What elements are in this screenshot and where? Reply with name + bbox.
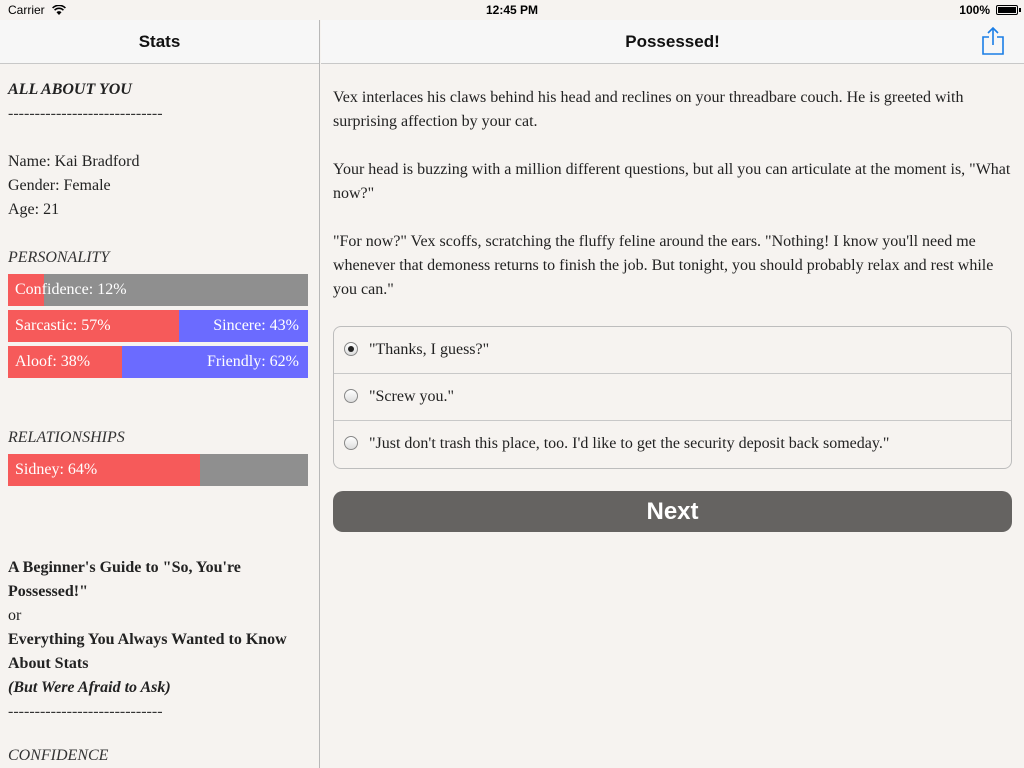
guide-title: A Beginner's Guide to "So, You're Possessed!" — [8, 559, 241, 600]
confidence-label: Confidence: 12% — [15, 281, 127, 298]
sidney-bar — [8, 454, 308, 486]
clock: 12:45 PM — [485, 3, 539, 17]
age-stat: Age: 21 — [8, 201, 60, 218]
next-button[interactable]: Next — [333, 491, 1012, 532]
guide-divider: ----------------------------- — [8, 703, 163, 720]
choice-text: "Screw you." — [369, 388, 455, 405]
share-icon[interactable] — [980, 26, 1006, 56]
friendly-label: Friendly: 62% — [207, 353, 299, 370]
name-stat: Name: Kai Bradford — [8, 153, 140, 170]
sarcastic-label: Sarcastic: 57% — [15, 317, 111, 334]
choice-option[interactable] — [334, 421, 1011, 468]
stats-pane[interactable] — [0, 20, 320, 768]
sidney-label: Sidney: 64% — [15, 461, 98, 478]
stats-nav-title: Stats — [0, 20, 319, 64]
guide-subtitle: Everything You Always Wanted to Know About Stats — [8, 631, 287, 672]
choice-text: "Just don't trash this place, too. I'd like to get the security deposit back someday." — [369, 435, 890, 452]
divider: ----------------------------- — [8, 105, 163, 122]
aloof-friendly-bar — [8, 346, 308, 378]
aloof-label: Aloof: 38% — [15, 353, 91, 370]
story-title: Possessed! — [625, 32, 720, 51]
story-paragraph: "For now?" Vex scoffs, scratching the fluffy feline around the ears. "Nothing! I know you'll need me whenever that demoness returns to finish the job. But tonight, you should probably relax and rest while you can." — [333, 233, 994, 298]
confidence-section-heading: CONFIDENCE — [8, 747, 109, 764]
sarcastic-sincere-bar — [8, 310, 308, 342]
sincere-label: Sincere: 43% — [213, 317, 299, 334]
carrier-label: Carrier — [8, 3, 45, 17]
story-paragraph: Your head is buzzing with a million different questions, but all you can articulate at the moment is, "What now?" — [333, 161, 1011, 202]
relationships-heading: RELATIONSHIPS — [8, 429, 125, 446]
battery-icon — [996, 5, 1018, 15]
confidence-bar — [8, 274, 308, 306]
radio-button[interactable] — [344, 389, 358, 403]
story-text — [321, 64, 1024, 302]
battery-percent: 100% — [959, 3, 990, 17]
stats-content — [0, 78, 319, 768]
radio-button[interactable] — [344, 436, 358, 450]
guide-or: or — [8, 607, 22, 624]
gender-stat: Gender: Female — [8, 177, 111, 194]
guide-subtitle-italic: (But Were Afraid to Ask) — [8, 679, 171, 696]
choice-option[interactable] — [334, 374, 1011, 421]
radio-button-selected[interactable] — [344, 342, 358, 356]
story-pane[interactable] — [321, 20, 1024, 768]
about-heading: ALL ABOUT YOU — [8, 81, 132, 98]
story-nav-bar — [321, 20, 1024, 64]
choice-text: "Thanks, I guess?" — [369, 341, 490, 358]
choice-option[interactable] — [334, 327, 1011, 374]
choice-list — [333, 326, 1012, 469]
status-bar — [0, 0, 1024, 20]
personality-heading: PERSONALITY — [8, 249, 110, 266]
battery-tip — [1019, 8, 1021, 12]
story-paragraph: Vex interlaces his claws behind his head and reclines on your threadbare couch. He is greeted with surprising affection by your cat. — [333, 89, 964, 130]
